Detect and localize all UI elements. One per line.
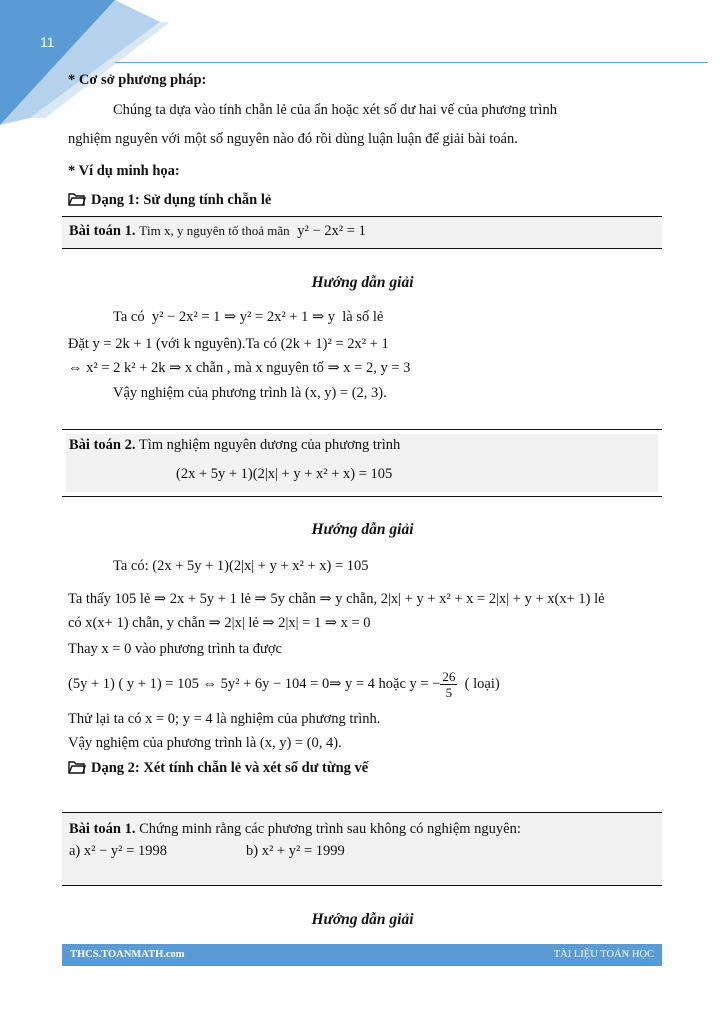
problem-1: Bài toán 1. Tìm x, y nguyên tố thoả mãn y² − 2x² = 1 [69,223,366,239]
type1-heading: Dạng 1: Sử dụng tính chẵn lẻ [68,190,271,210]
fraction: $\frac{26}{5}$ [442,669,456,701]
solution-2-line-7: Vậy nghiệm của phương trình là (x, y) = (0, 4). [68,735,342,751]
footer-site-link[interactable]: THCS.TOANMATH.com [70,949,185,960]
solution-2-line-4: Thay x = 0 vào phương trình ta được [68,641,282,657]
section-basis: * Cơ sở phương pháp: [68,72,207,88]
type2-heading: Dạng 2: Xét tính chẵn lẻ và xét số dư từng vế [68,758,368,778]
guide-heading-3: Hướng dẫn giải [311,911,414,928]
solution-2-line-2: Ta thấy 105 lẻ ⇒ 2x + 5y + 1 lẻ ⇒ 5y chẵn ⇒ y chẵn, 2|x| + y + x² + x = 2|x| + y + x(x+ 1) lẻ [68,591,605,607]
problem-2-equation: (2x + 5y + 1)(2|x| + y + x² + x) = 105 [176,466,393,482]
guide-heading-1: Hướng dẫn giải [311,274,414,291]
footer-bar [62,944,662,966]
solution-2-line-1: Ta có: (2x + 5y + 1)(2|x| + y + x² + x) = 105 [113,558,369,574]
problem-3-box [62,812,662,886]
folder-icon [68,192,86,206]
header-rule [115,62,708,63]
solution-1-line-1: Ta có y² − 2x² = 1 ⇒ y² = 2x² + 1 ⇒ y là số lẻ [113,309,384,325]
guide-heading-2: Hướng dẫn giải [311,521,414,538]
problem-3-part-a: a) x² − y² = 1998 [69,843,167,859]
problem-3: Bài toán 1. Chứng minh rằng các phương trình sau không có nghiệm nguyên: [69,821,521,837]
problem-3-part-b: b) x² + y² = 1999 [246,843,345,859]
basis-line-2: nghiệm nguyên với một số nguyên nào đó rồi dùng luận luận để giải bài toán. [68,131,518,147]
solution-1-line-3: ⇔ x² = 2 k² + 2k ⇒ x chẵn , mà x nguyên tố ⇒ x = 2, y = 3 [68,360,411,376]
solution-2-line-5: (5y + 1) ( y + 1) = 105 ⇔ 5y² + 6y − 104 = 0⇒ y = 4 hoặc y = − $\frac{26}{5}$ ( loại) [68,669,500,701]
footer-label: TÀI LIỆU TOÁN HỌC [553,949,654,960]
solution-2-line-6: Thử lại ta có x = 0; y = 4 là nghiệm của phương trình. [68,711,381,727]
folder-icon [68,760,86,774]
problem-1-box [62,216,662,249]
solution-1-line-4: Vậy nghiệm của phương trình là (x, y) = (2, 3). [113,385,387,401]
problem-2-box [62,429,662,497]
basis-line-1: Chúng ta dựa vào tính chẵn lẻ của ẩn hoặc xét số dư hai vế của phương trình [113,102,557,118]
page-number: 11 [40,34,55,50]
solution-1-line-2: Đặt y = 2k + 1 (với k nguyên).Ta có (2k + 1)² = 2x² + 1 [68,336,389,352]
section-examples: * Ví dụ minh họa: [68,163,180,179]
problem-2: Bài toán 2. Tìm nghiệm nguyên dương của phương trình [69,437,401,453]
solution-2-line-3: có x(x+ 1) chẵn, y chẵn ⇒ 2|x| lẻ ⇒ 2|x| = 1 ⇒ x = 0 [68,615,371,631]
